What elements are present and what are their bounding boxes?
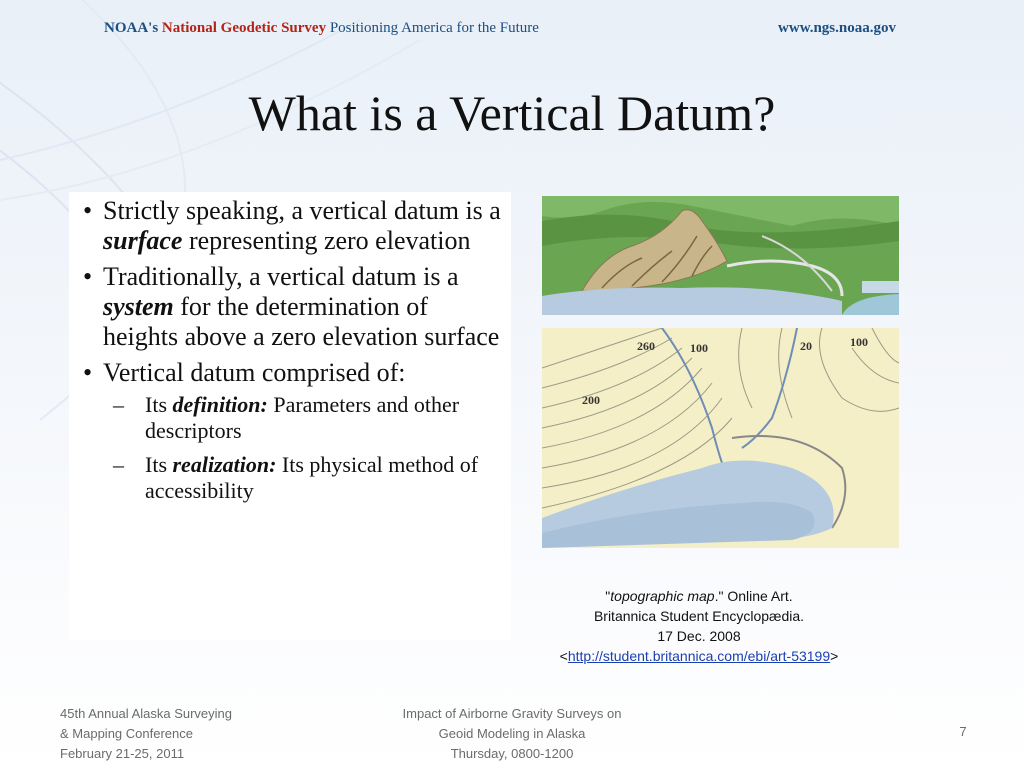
bullet-glyph: • bbox=[83, 358, 93, 387]
bullet-glyph: • bbox=[83, 196, 93, 225]
sub-bullet-item: – Its realization: Its physical method of accessibility bbox=[113, 452, 479, 503]
sub-bullet-item: – Its definition: Parameters and other descriptors bbox=[113, 392, 460, 443]
caption-line-2: Britannica Student Encyclopædia. bbox=[593, 608, 805, 624]
bullet-item: • Strictly speaking, a vertical datum is a surface representing zero elevation bbox=[83, 196, 501, 255]
sub-bullet-list bbox=[103, 392, 501, 504]
landscape-illustration bbox=[542, 196, 899, 315]
footer-conference: 45th Annual Alaska Surveying & Mapping Conference February 21-25, 2011 bbox=[60, 706, 233, 761]
bullet-glyph: • bbox=[83, 262, 93, 291]
bullet-list bbox=[79, 196, 501, 504]
emphasis-realization: realization: bbox=[172, 452, 277, 477]
organization-name: NOAA's National Geodetic Survey Positioning America for the Future bbox=[104, 20, 539, 36]
contour-label: 20 bbox=[800, 339, 812, 353]
bullet-item: • Traditionally, a vertical datum is a system for the determination of heights above a zero elevation surface bbox=[83, 262, 500, 351]
dash-glyph: – bbox=[113, 392, 124, 417]
ngs-name: National Geodetic Survey bbox=[161, 20, 327, 36]
dash-glyph: – bbox=[113, 452, 124, 477]
emphasis-definition: definition: bbox=[172, 392, 268, 417]
content-textbox bbox=[69, 192, 511, 640]
contour-label: 200 bbox=[582, 393, 600, 407]
contour-label: 100 bbox=[690, 341, 708, 355]
bullet-item: • Vertical datum comprised of: – Its definition: Parameters and other descriptors – Its realization: Its physical method of accessibility bbox=[79, 358, 501, 504]
topographic-map bbox=[542, 328, 899, 548]
contour-label: 260 bbox=[637, 339, 655, 353]
header-bar bbox=[0, 12, 1024, 52]
caption-line-3: 17 Dec. 2008 bbox=[657, 628, 741, 644]
tagline: Positioning America for the Future bbox=[329, 20, 539, 36]
footer-session: Impact of Airborne Gravity Surveys on Geoid Modeling in Alaska Thursday, 0800-1200 bbox=[402, 706, 622, 761]
caption-line-4: <http://student.britannica.com/ebi/art-53199> bbox=[559, 648, 839, 664]
emphasis-system: system bbox=[103, 292, 174, 321]
britannica-link[interactable]: http://student.britannica.com/ebi/art-53199 bbox=[567, 648, 831, 664]
emphasis-surface: surface bbox=[103, 226, 183, 255]
slide-title: What is a Vertical Datum? bbox=[248, 85, 776, 141]
image-caption bbox=[540, 586, 858, 666]
website-url: www.ngs.noaa.gov bbox=[778, 20, 896, 36]
contour-label: 100 bbox=[850, 335, 868, 349]
page-number: 7 bbox=[959, 724, 967, 739]
caption-line-1: "topographic map." Online Art. bbox=[605, 588, 793, 604]
